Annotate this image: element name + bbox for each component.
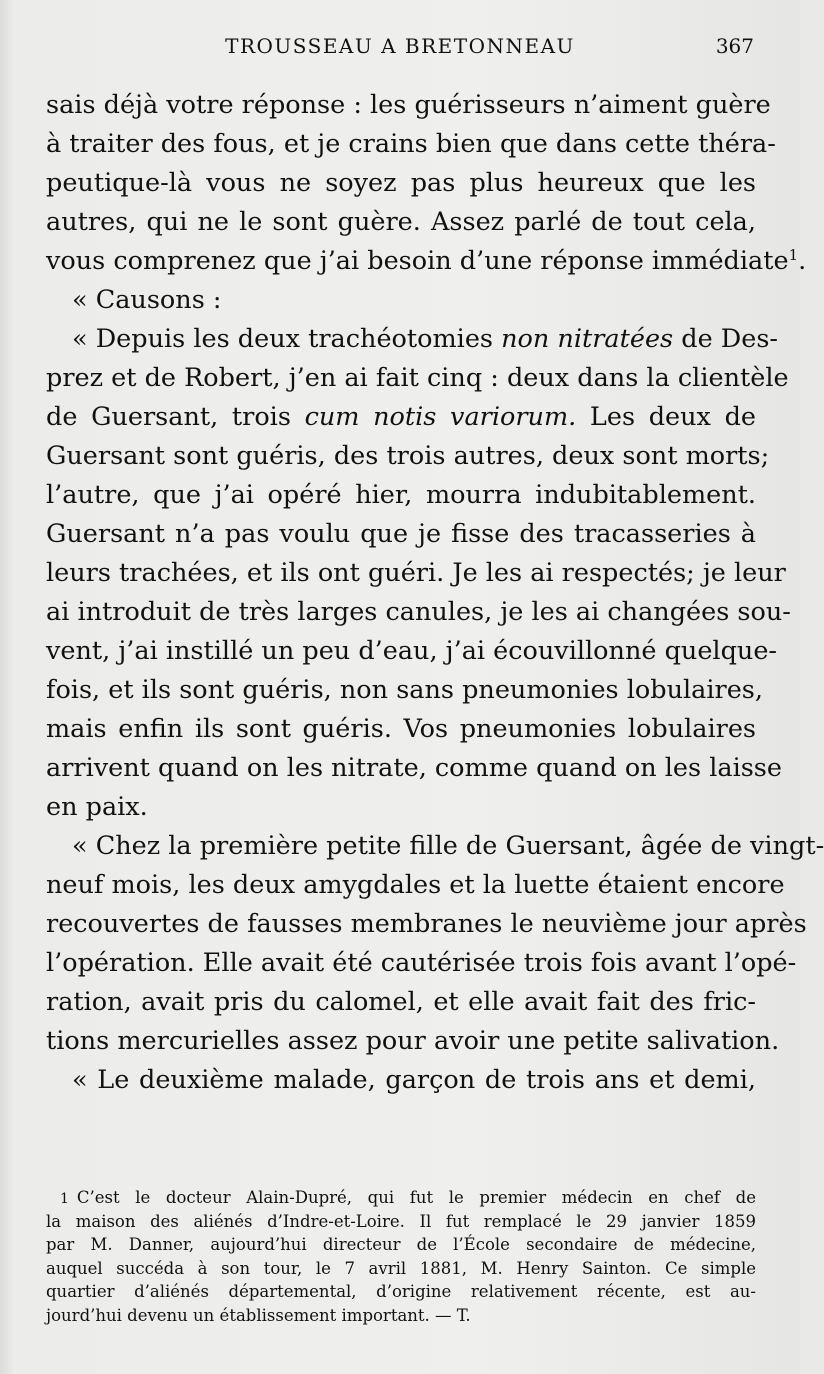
text-line: mais enfin ils sont guéris. Vos pneumonies lobulaires: [46, 714, 756, 744]
text-line: Guersant sont guéris, des trois autres, deux sont morts;: [46, 441, 770, 471]
text-line: ration, avait pris du calomel, et elle avait fait des fric-: [46, 987, 756, 1017]
italic-text: cum notis variorum.: [304, 402, 577, 432]
footnote-line: quartier d’aliénés départemental, d’origine relativement récente, est au-: [46, 1282, 756, 1301]
text-line: [46, 320, 779, 359]
running-title: TROUSSEAU A BRETONNEAU: [225, 34, 575, 58]
footnote-reference: 1: [788, 246, 799, 264]
text-line: fois, et ils sont guéris, non sans pneumonies lobulaires,: [46, 675, 763, 705]
footnote-number: 1: [60, 1191, 69, 1207]
text-segment: vous comprenez que j’ai besoin d’une réponse immédiate: [46, 246, 789, 276]
footnote: [46, 1186, 756, 1327]
text-line: « Chez la première petite fille de Guersant, âgée de vingt-: [72, 831, 824, 861]
italic-text: non nitratées: [501, 324, 674, 354]
text-line: peutique-là vous ne soyez pas plus heureux que les: [46, 168, 756, 198]
text-line: Guersant n’a pas voulu que je fisse des tracasseries à: [46, 519, 756, 549]
text-line: vent, j’ai instillé un peu d’eau, j’ai écouvillonné quelque-: [46, 636, 778, 666]
text-line: à traiter des fous, et je crains bien que dans cette théra-: [46, 129, 776, 159]
text-line: autres, qui ne le sont guère. Assez parlé de tout cela,: [46, 207, 756, 237]
text-line: sais déjà votre réponse : les guérisseurs n’aiment guère: [46, 90, 771, 120]
text-line: [46, 398, 756, 437]
text-line: tions mercurielles assez pour avoir une petite salivation.: [46, 1026, 780, 1056]
text-segment: « Depuis les deux trachéotomies: [72, 324, 502, 354]
text-line: recouvertes de fausses membranes le neuvième jour après: [46, 909, 807, 939]
page-number: 367: [715, 34, 754, 58]
text-line: neuf mois, les deux amygdales et la luette étaient encore: [46, 870, 785, 900]
text-line: l’opération. Elle avait été cautérisée trois fois avant l’opé-: [46, 948, 797, 978]
text-line: « Le deuxième malade, garçon de trois ans et demi,: [72, 1065, 756, 1095]
text-segment: C’est le docteur Alain-Dupré, qui fut le premier médecin en chef de: [76, 1188, 756, 1207]
footnote-line: [46, 1186, 756, 1210]
footnote-line: la maison des aliénés d’Indre-et-Loire. Il fut remplacé le 29 janvier 1859: [46, 1211, 756, 1231]
text-line: prez et de Robert, j’en ai fait cinq : deux dans la clientèle: [46, 363, 789, 393]
text-line: ai introduit de très larges canules, je les ai changées sou-: [46, 597, 791, 627]
text-line: vous comprenez que j’ai besoin d’une réponse immédiate$^1$.: [46, 246, 807, 276]
text-line: l’autre, que j’ai opéré hier, mourra indubitablement.: [46, 480, 756, 510]
text-line: leurs trachées, et ils ont guéri. Je les ai respectés; je leur: [46, 558, 786, 588]
text-line: en paix.: [46, 792, 148, 822]
footnote-line: jourd’hui devenu un établissement important. — T.: [46, 1305, 471, 1325]
text-segment: Les deux de: [576, 402, 756, 432]
text-segment: de Guersant, trois: [46, 402, 305, 432]
text-line: « Causons :: [72, 285, 222, 315]
main-text: [46, 86, 824, 1100]
text-line: arrivent quand on les nitrate, comme quand on les laisse: [46, 753, 782, 783]
footnote-line: par M. Danner, aujourd’hui directeur de l’École secondaire de médecine,: [46, 1235, 756, 1254]
text-segment: de Des-: [673, 324, 779, 354]
running-header: [46, 34, 754, 64]
footnote-line: auquel succéda à son tour, le 7 avril 1881, M. Henry Sainton. Ce simple: [46, 1258, 756, 1278]
